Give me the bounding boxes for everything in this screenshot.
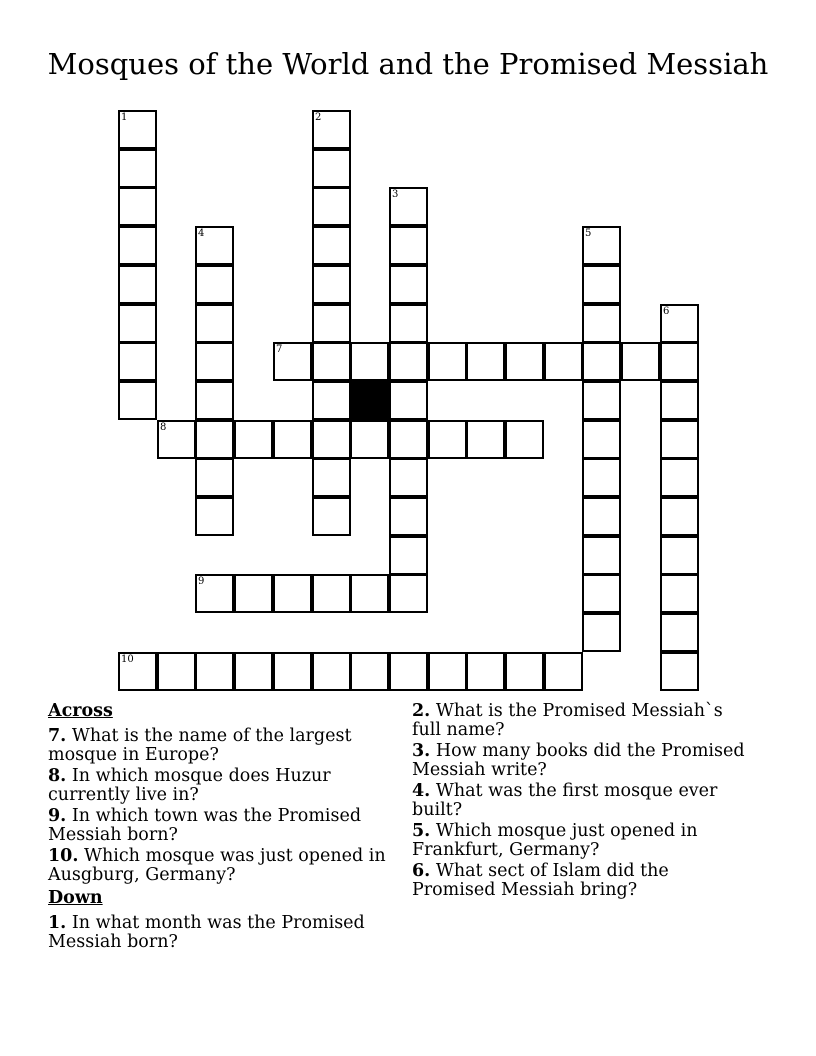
cell-number: 9 <box>198 576 205 587</box>
grid-cell[interactable] <box>273 420 312 459</box>
grid-cell[interactable] <box>389 536 428 575</box>
grid-cell[interactable] <box>466 342 505 381</box>
grid-cell[interactable] <box>195 574 234 613</box>
grid-cell[interactable] <box>312 265 351 304</box>
grid-cell[interactable] <box>118 110 157 149</box>
grid-cell[interactable] <box>312 420 351 459</box>
grid-cell[interactable] <box>389 381 428 420</box>
grid-cell[interactable] <box>505 652 544 691</box>
grid-cell[interactable] <box>312 342 351 381</box>
clue-text: What sect of Islam did the Promised Messiah bring? <box>412 861 669 900</box>
clue-across-9 <box>48 807 393 845</box>
clue-number: 5. <box>412 821 431 841</box>
grid-cell[interactable] <box>582 420 621 459</box>
clue-down-5 <box>412 822 757 860</box>
grid-cell[interactable] <box>582 226 621 265</box>
grid-cell[interactable] <box>544 652 583 691</box>
grid-cell[interactable] <box>582 497 621 536</box>
grid-cell[interactable] <box>350 652 389 691</box>
grid-cell[interactable] <box>505 342 544 381</box>
clue-text: How many books did the Promised Messiah write? <box>412 741 745 780</box>
grid-cell[interactable] <box>389 226 428 265</box>
grid-cell[interactable] <box>582 536 621 575</box>
grid-cell[interactable] <box>389 265 428 304</box>
cell-number: 7 <box>276 344 283 355</box>
grid-cell[interactable] <box>157 652 196 691</box>
clue-number: 1. <box>48 913 67 933</box>
grid-cell[interactable] <box>582 613 621 652</box>
clues-left-column <box>48 702 393 954</box>
grid-cell[interactable] <box>118 187 157 226</box>
grid-cell[interactable] <box>389 304 428 343</box>
clue-number: 6. <box>412 861 431 881</box>
cell-number: 1 <box>121 112 128 123</box>
grid-cell[interactable] <box>660 652 699 691</box>
grid-cell[interactable] <box>312 304 351 343</box>
grid-cell[interactable] <box>582 304 621 343</box>
grid-cell[interactable] <box>621 342 660 381</box>
clue-down-3 <box>412 742 757 780</box>
grid-cell[interactable] <box>118 652 157 691</box>
grid-cell[interactable] <box>660 304 699 343</box>
cell-number: 2 <box>315 112 322 123</box>
grid-cell[interactable] <box>544 342 583 381</box>
grid-cell[interactable] <box>350 342 389 381</box>
grid-cell[interactable] <box>195 420 234 459</box>
grid-cell[interactable] <box>312 652 351 691</box>
clue-across-8 <box>48 767 393 805</box>
clue-number: 9. <box>48 806 67 826</box>
grid-cell[interactable] <box>389 187 428 226</box>
grid-cell[interactable] <box>195 226 234 265</box>
grid-cell[interactable] <box>234 420 273 459</box>
clue-down-1 <box>48 914 393 952</box>
clue-text: What was the first mosque ever built? <box>412 781 718 820</box>
grid-cell[interactable] <box>660 381 699 420</box>
clue-across-7 <box>48 727 393 765</box>
grid-cell[interactable] <box>389 497 428 536</box>
grid-cell[interactable] <box>660 574 699 613</box>
grid-cell[interactable] <box>350 574 389 613</box>
black-square <box>350 381 389 420</box>
grid-cell[interactable] <box>389 652 428 691</box>
grid-cell[interactable] <box>118 226 157 265</box>
grid-cell[interactable] <box>312 381 351 420</box>
clue-number: 8. <box>48 766 67 786</box>
grid-cell[interactable] <box>312 149 351 188</box>
grid-cell[interactable] <box>118 149 157 188</box>
grid-cell[interactable] <box>118 265 157 304</box>
clue-number: 4. <box>412 781 431 801</box>
grid-cell[interactable] <box>157 420 196 459</box>
grid-cell[interactable] <box>195 497 234 536</box>
cell-number: 3 <box>392 189 399 200</box>
grid-cell[interactable] <box>389 342 428 381</box>
grid-cell[interactable] <box>312 187 351 226</box>
clue-down-2 <box>412 702 757 740</box>
grid-cell[interactable] <box>466 420 505 459</box>
grid-cell[interactable] <box>582 574 621 613</box>
grid-cell[interactable] <box>234 574 273 613</box>
grid-cell[interactable] <box>273 574 312 613</box>
grid-cell[interactable] <box>389 574 428 613</box>
grid-cell[interactable] <box>389 458 428 497</box>
clue-number: 7. <box>48 726 67 746</box>
grid-cell[interactable] <box>273 342 312 381</box>
grid-cell[interactable] <box>312 458 351 497</box>
grid-cell[interactable] <box>195 381 234 420</box>
grid-cell[interactable] <box>312 497 351 536</box>
clue-down-6 <box>412 862 757 900</box>
page-title: Mosques of the World and the Promised Messiah <box>47 47 769 81</box>
grid-cell[interactable] <box>428 420 467 459</box>
grid-cell[interactable] <box>660 420 699 459</box>
cell-number: 10 <box>121 654 134 665</box>
grid-cell[interactable] <box>389 420 428 459</box>
clue-down-4 <box>412 782 757 820</box>
grid-cell[interactable] <box>118 381 157 420</box>
grid-cell[interactable] <box>660 497 699 536</box>
clue-text: Which mosque was just opened in Ausgburg, Germany? <box>48 846 386 885</box>
cell-number: 6 <box>663 306 670 317</box>
clue-text: What is the Promised Messiah`s full name? <box>412 701 723 740</box>
grid-cell[interactable] <box>312 574 351 613</box>
clue-text: In which mosque does Huzur currently live in? <box>48 766 331 805</box>
grid-cell[interactable] <box>466 652 505 691</box>
grid-cell[interactable] <box>582 458 621 497</box>
grid-cell[interactable] <box>350 420 389 459</box>
grid-cell[interactable] <box>312 110 351 149</box>
grid-cell[interactable] <box>195 652 234 691</box>
grid-cell[interactable] <box>660 613 699 652</box>
clue-text: In which town was the Promised Messiah born? <box>48 806 362 845</box>
grid-cell[interactable] <box>118 304 157 343</box>
cell-number: 8 <box>160 422 167 433</box>
grid-cell[interactable] <box>195 265 234 304</box>
grid-cell[interactable] <box>660 342 699 381</box>
grid-cell[interactable] <box>195 304 234 343</box>
clue-text: What is the name of the largest mosque in Europe? <box>48 726 352 765</box>
clue-text: Which mosque just opened in Frankfurt, Germany? <box>412 821 698 860</box>
grid-cell[interactable] <box>428 652 467 691</box>
grid-cell[interactable] <box>195 342 234 381</box>
grid-cell[interactable] <box>505 420 544 459</box>
grid-cell[interactable] <box>273 652 312 691</box>
grid-cell[interactable] <box>428 342 467 381</box>
grid-cell[interactable] <box>582 342 621 381</box>
clue-number: 10. <box>48 846 79 866</box>
clue-across-10 <box>48 847 393 885</box>
across-heading: Across <box>48 701 113 721</box>
grid-cell[interactable] <box>660 458 699 497</box>
cell-number: 5 <box>585 228 592 239</box>
grid-cell[interactable] <box>582 265 621 304</box>
grid-cell[interactable] <box>312 226 351 265</box>
clue-number: 3. <box>412 741 431 761</box>
grid-cell[interactable] <box>118 342 157 381</box>
clue-text: In what month was the Promised Messiah born? <box>48 913 365 952</box>
clues-right-column <box>412 702 757 902</box>
down-heading: Down <box>48 888 103 908</box>
grid-cell[interactable] <box>195 458 234 497</box>
cell-number: 4 <box>198 228 205 239</box>
grid-cell[interactable] <box>582 381 621 420</box>
grid-cell[interactable] <box>234 652 273 691</box>
grid-cell[interactable] <box>660 536 699 575</box>
clue-number: 2. <box>412 701 431 721</box>
